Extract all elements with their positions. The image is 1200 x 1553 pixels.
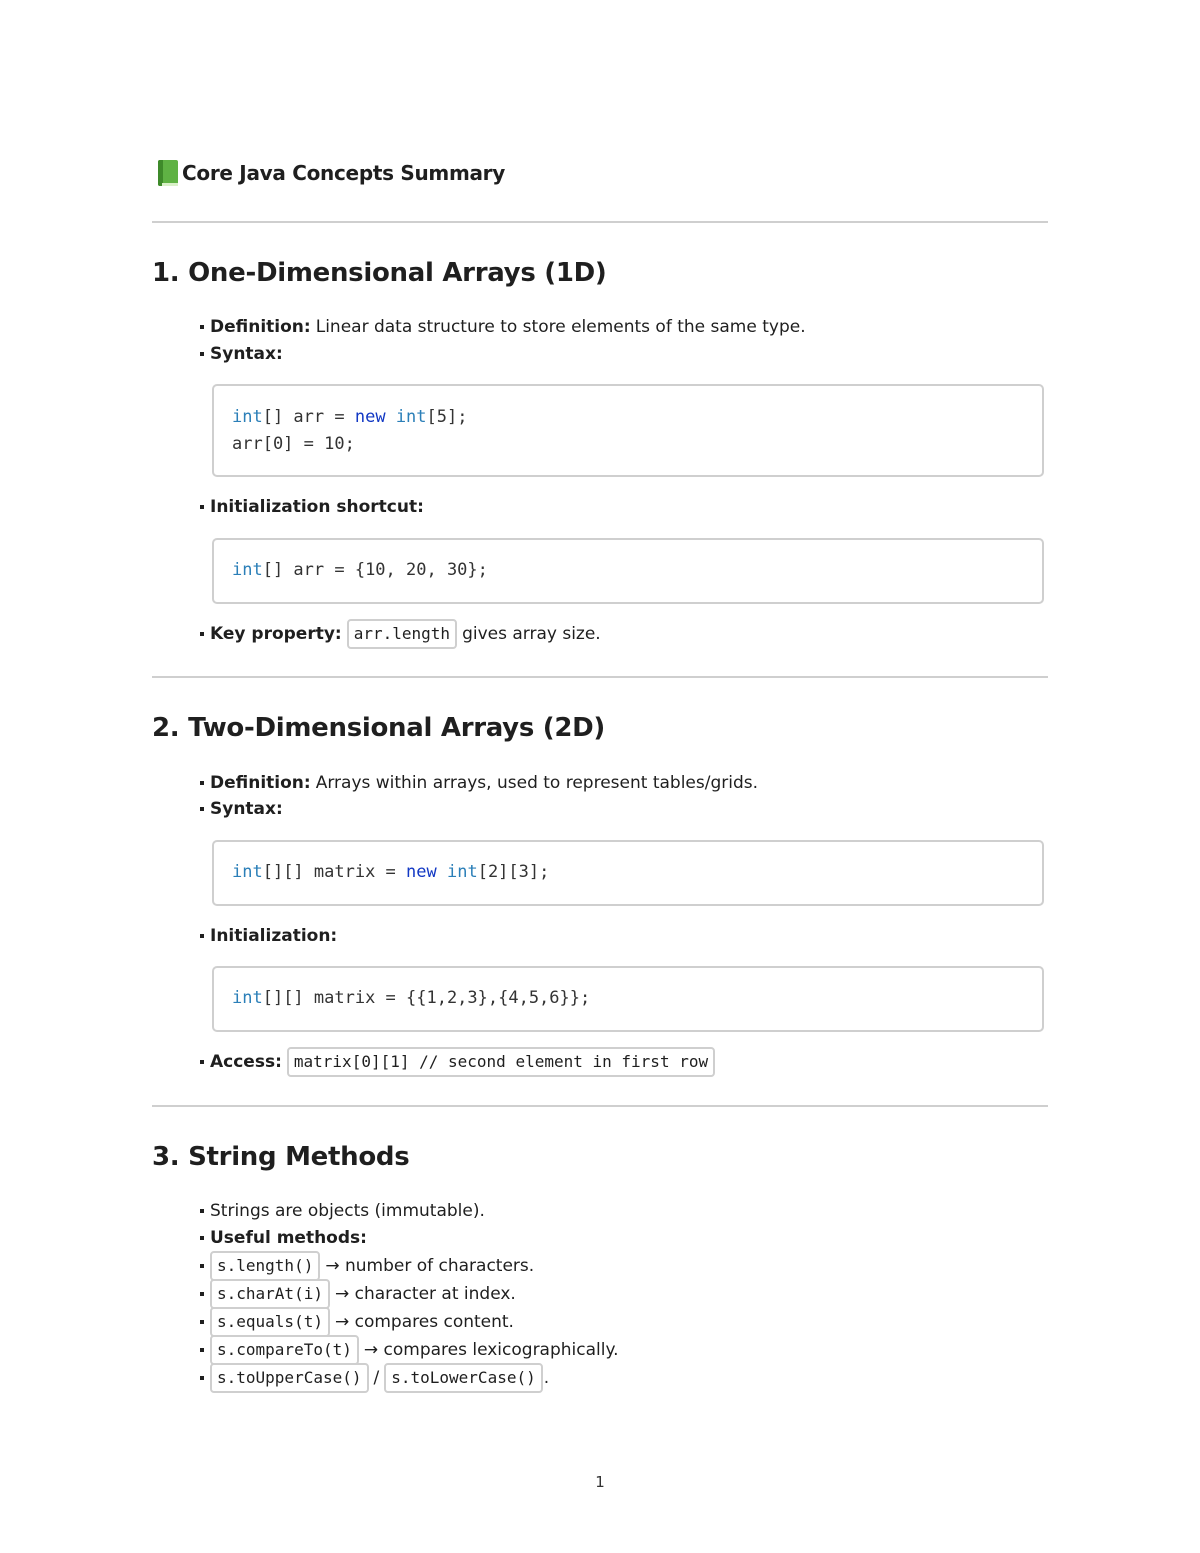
inline-code-method: s.equals(t) bbox=[210, 1307, 330, 1337]
inline-code-method: s.length() bbox=[210, 1251, 320, 1281]
bullet-method: s.equals(t) → compares content. bbox=[200, 1307, 514, 1337]
inline-code-method: s.charAt(i) bbox=[210, 1279, 330, 1309]
bullet-key-property: Key property: arr.length gives array size. bbox=[200, 619, 601, 649]
divider bbox=[152, 221, 1048, 223]
inline-code-method: s.compareTo(t) bbox=[210, 1335, 359, 1365]
divider bbox=[152, 676, 1048, 678]
section-heading-1d-arrays: 1. One-Dimensional Arrays (1D) bbox=[152, 258, 607, 288]
document-title bbox=[152, 160, 505, 186]
bullet-init-shortcut: Initialization shortcut: bbox=[200, 497, 429, 517]
bullet-method: s.charAt(i) → character at index. bbox=[200, 1279, 516, 1309]
inline-code-matrix-access: matrix[0][1] // second element in first row bbox=[287, 1047, 715, 1077]
bullet-strings-intro: Strings are objects (immutable). bbox=[200, 1201, 485, 1221]
bullet-method-case: s.toUpperCase() / s.toLowerCase() . bbox=[200, 1363, 549, 1393]
bullet-definition-1d: Definition: Linear data structure to store elements of the same type. bbox=[200, 317, 806, 337]
bullet-syntax-2d: Syntax: bbox=[200, 799, 288, 819]
code-block-1d-syntax: int[] arr = new int[5]; arr[0] = 10; bbox=[212, 384, 1044, 477]
code-block-1d-init: int[] arr = {10, 20, 30}; bbox=[212, 538, 1044, 604]
code-block-2d-init: int[][] matrix = {{1,2,3},{4,5,6}}; bbox=[212, 966, 1044, 1032]
document-title-text: Core Java Concepts Summary bbox=[182, 161, 505, 185]
page-number: 1 bbox=[595, 1473, 605, 1491]
inline-code-tolowercase: s.toLowerCase() bbox=[384, 1363, 543, 1393]
inline-code-arr-length: arr.length bbox=[347, 619, 457, 649]
bullet-method: s.length() → number of characters. bbox=[200, 1251, 534, 1281]
section-heading-string-methods: 3. String Methods bbox=[152, 1142, 410, 1172]
bullet-definition-2d: Definition: Arrays within arrays, used to represent tables/grids. bbox=[200, 773, 758, 793]
green-book-icon bbox=[156, 160, 178, 186]
inline-code-touppercase: s.toUpperCase() bbox=[210, 1363, 369, 1393]
bullet-syntax-1d: Syntax: bbox=[200, 344, 288, 364]
bullet-access: Access: matrix[0][1] // second element in first row bbox=[200, 1047, 720, 1077]
bullet-method: s.compareTo(t) → compares lexicographically. bbox=[200, 1335, 619, 1365]
bullet-initialization-2d: Initialization: bbox=[200, 926, 342, 946]
code-block-2d-syntax: int[][] matrix = new int[2][3]; bbox=[212, 840, 1044, 906]
section-heading-2d-arrays: 2. Two-Dimensional Arrays (2D) bbox=[152, 713, 605, 743]
divider bbox=[152, 1105, 1048, 1107]
bullet-useful-methods: Useful methods: bbox=[200, 1228, 372, 1248]
